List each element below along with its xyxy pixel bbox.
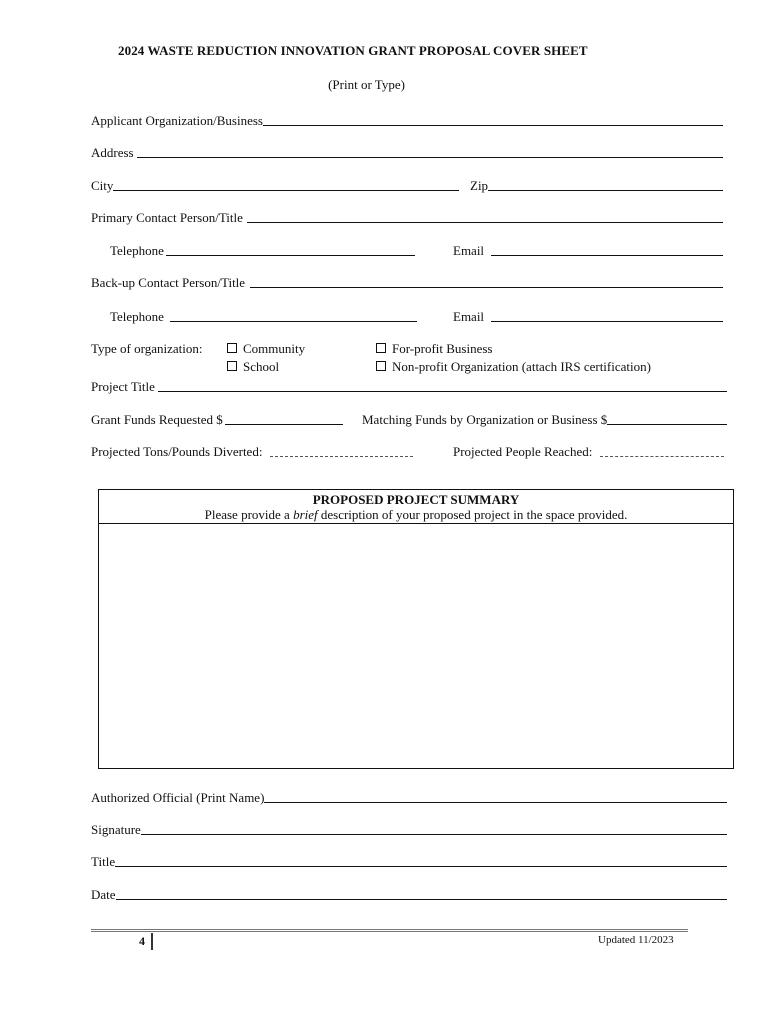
instruction-text: description of your proposed project in the space provided. [317, 507, 628, 522]
backup-contact-row [91, 272, 723, 290]
instruction-text: Please provide a [204, 507, 294, 522]
telephone-label: Telephone [110, 309, 164, 324]
zip-label: Zip [470, 178, 489, 193]
summary-instruction [99, 507, 733, 522]
checkbox-icon[interactable] [227, 361, 237, 371]
address-field[interactable] [137, 144, 723, 158]
people-reached-row [453, 441, 724, 459]
date-field[interactable] [116, 886, 727, 900]
org-option-community[interactable] [227, 341, 305, 357]
org-option-for-profit[interactable] [376, 341, 493, 357]
official-row [91, 787, 727, 805]
people-reached-field[interactable] [600, 443, 724, 457]
applicant-label: Applicant Organization/Business [91, 113, 263, 128]
backup-contact-field[interactable] [250, 274, 723, 288]
date-label: Date [91, 887, 116, 902]
official-label: Authorized Official (Print Name) [91, 790, 265, 805]
city-label: City [91, 178, 114, 193]
grant-funds-label: Grant Funds Requested $ [91, 412, 223, 427]
org-option-school[interactable] [227, 359, 279, 375]
checkbox-icon[interactable] [227, 343, 237, 353]
project-title-field[interactable] [158, 378, 727, 392]
official-field[interactable] [264, 789, 727, 803]
address-row [91, 142, 723, 160]
project-title-label: Project Title [91, 379, 155, 394]
backup-telephone-field[interactable] [170, 308, 417, 322]
summary-text-area[interactable] [99, 524, 733, 766]
address-label: Address [91, 145, 134, 160]
org-type-label: Type of organization: [91, 341, 203, 356]
city-field[interactable] [113, 177, 459, 191]
tons-diverted-label: Projected Tons/Pounds Diverted: [91, 444, 263, 459]
summary-heading: PROPOSED PROJECT SUMMARY [312, 492, 520, 507]
signature-field[interactable] [141, 821, 727, 835]
grant-funds-row [91, 409, 343, 427]
form-title: 2024 WASTE REDUCTION INNOVATION GRANT PROPOSAL COVER SHEET [118, 43, 588, 58]
matching-funds-row [362, 409, 727, 427]
telephone-label: Telephone [110, 243, 164, 258]
matching-funds-label: Matching Funds by Organization or Business $ [362, 412, 608, 427]
primary-contact-label: Primary Contact Person/Title [91, 210, 243, 225]
project-title-row [91, 376, 727, 394]
checkbox-icon[interactable] [376, 361, 386, 371]
primary-email-row [453, 240, 723, 258]
grant-funds-field[interactable] [225, 411, 343, 425]
applicant-row [91, 110, 723, 128]
title-label: Title [91, 854, 116, 869]
updated-date: Updated 11/2023 [598, 934, 674, 946]
city-row [91, 175, 459, 193]
tons-diverted-field[interactable] [270, 443, 413, 457]
org-option-non-profit[interactable] [376, 359, 651, 375]
matching-funds-field[interactable] [607, 411, 727, 425]
summary-header [99, 490, 733, 524]
page-number-divider [151, 933, 153, 950]
title-row [91, 851, 727, 869]
title-field[interactable] [115, 853, 727, 867]
applicant-field[interactable] [263, 112, 723, 126]
form-subtitle: (Print or Type) [328, 77, 405, 92]
email-label: Email [453, 243, 485, 258]
zip-field[interactable] [488, 177, 723, 191]
project-summary-box [98, 489, 734, 769]
backup-email-row [453, 306, 723, 324]
option-label: School [243, 359, 280, 374]
checkbox-icon[interactable] [376, 343, 386, 353]
backup-contact-label: Back-up Contact Person/Title [91, 275, 246, 290]
primary-telephone-row [110, 240, 415, 258]
date-row [91, 884, 727, 902]
option-label: For-profit Business [392, 341, 493, 356]
primary-contact-row [91, 207, 723, 225]
primary-telephone-field[interactable] [166, 242, 415, 256]
email-label: Email [453, 309, 485, 324]
signature-row [91, 819, 727, 837]
instruction-emphasis: brief [293, 507, 318, 522]
primary-email-field[interactable] [491, 242, 723, 256]
backup-email-field[interactable] [491, 308, 723, 322]
zip-row [470, 175, 723, 193]
page-number: 4 [139, 934, 145, 948]
signature-label: Signature [91, 822, 141, 837]
tons-diverted-row [91, 441, 413, 459]
option-label: Community [243, 341, 306, 356]
footer-divider [91, 929, 688, 932]
primary-contact-field[interactable] [247, 209, 723, 223]
backup-telephone-row [110, 306, 417, 324]
option-label: Non-profit Organization (attach IRS certification) [392, 359, 651, 374]
people-reached-label: Projected People Reached: [453, 444, 593, 459]
